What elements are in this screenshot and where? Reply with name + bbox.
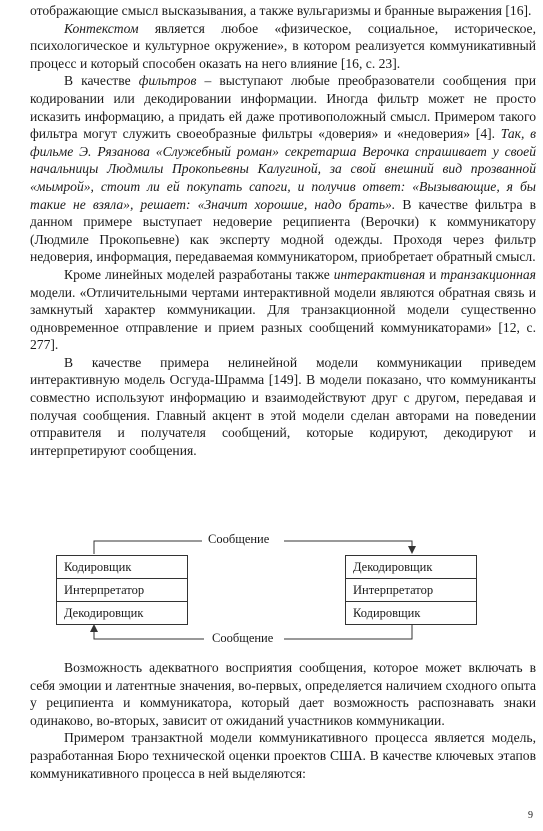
receiver-decoder: Декодировщик — [346, 556, 476, 579]
paragraph-1: отображающие смысл высказывания, а также вульгаризмы и бранные выражения [16]. — [30, 3, 532, 18]
sender-box — [56, 555, 188, 625]
bottom-message-label: Сообщение — [212, 631, 274, 645]
top-message-label: Сообщение — [208, 532, 270, 546]
text-block-top — [30, 2, 536, 459]
sender-encoder: Кодировщик — [57, 556, 187, 579]
sender-interpreter: Интерпретатор — [57, 579, 187, 602]
page-number: 9 — [528, 810, 533, 821]
sender-decoder: Декодировщик — [64, 606, 144, 620]
top-message-arrow-tail — [284, 541, 412, 553]
osgood-schramm-diagram — [0, 527, 543, 652]
paragraph-2: Контекстом является любое «физическое, социальное, историческое, психологическое и культурное окружение», в котором реализуется коммуникативный процесс и который способен оказать на него влияние [16, с. 23]. — [30, 20, 536, 71]
top-message-arrow — [94, 541, 202, 554]
text-block-bottom — [30, 659, 536, 782]
paragraph-6: Возможность адекватного восприятия сообщения, которое может включать в себя эмоции и латентные значения, во-первых, определяется наличием сходного опыта у реципиента и коммуникатора, который дает возможность распознавать знаки одинаково, во-вторых, зависит от ожиданий участников коммуникации. — [30, 660, 536, 728]
bottom-message-arrow — [284, 623, 412, 639]
paragraph-3: В качестве фильтров – выступают любые преобразователи сообщения при кодировании или декодировании информации. Иногда фильтр может не просто исказить информацию, а придать ей даже противоположный смысл. Примером такого фильтра могут служить своеобразные фильтры «доверия» и «недоверия» [4]. Так, в фильме Э. Рязанова «Служебный роман» секретарша Верочка спрашивает у своей начальницы Людмилы Прокопьевны Калугиной, за свой внешний вид прозванной «мымрой», стоит ли ей покупать сапоги, и получив ответ: «Вызывающие, я бы такие не взяла», решает: «Значит хорошие, надо брать». В качестве фильтра в данном примере выступает недоверие реципиента (Верочки) к коммуникатору (Людмиле Прокопьевне) как эксперту модной одежды. Проходя через фильтр недоверия, информация, передаваемая коммуникатором, приобретает обратный смысл. — [30, 73, 536, 265]
bottom-message-arrow-tail — [94, 625, 204, 639]
paragraph-7: Примером транзактной модели коммуникативного процесса является модель, разработанная Бюро технической оценки проектов США. В качестве ключевых этапов коммуникативного процесса в ней выделяются: — [30, 730, 536, 781]
receiver-interpreter: Интерпретатор — [346, 579, 476, 602]
receiver-encoder: Кодировщик — [353, 606, 421, 620]
paragraph-4: Кроме линейных моделей разработаны также интерактивная и транзакционная модели. «Отличительными чертами интерактивной модели являются обратная связь и замкнутый характер коммуникации. Для транзакционной модели существенно одновременное отправление и прием разных сообщений коммуникаторами» [12, с. 277]. — [30, 266, 536, 353]
paragraph-5: В качестве примера нелинейной модели коммуникации приведем интерактивную модель Осгуда-Шрамма [149]. В модели показано, что коммуниканты совместно используют информацию и взаимодействуют друг с другом, передавая и получая сообщения. Главный акцент в этой модели сделан авторами на поведении отправителя и получателя сообщений, которые кодируют, декодируют и интерпретируют сообщения. — [30, 354, 536, 458]
receiver-box — [345, 555, 477, 625]
